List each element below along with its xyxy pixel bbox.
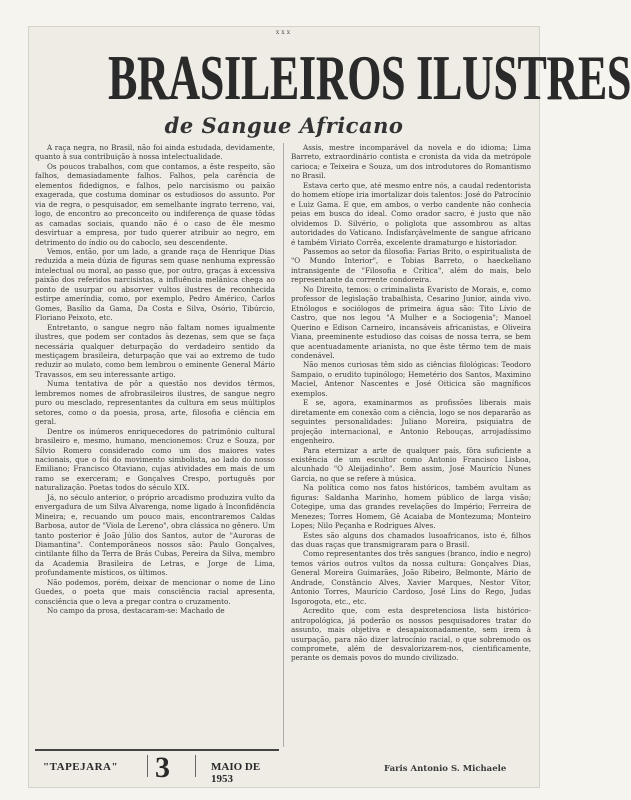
article-paragraph: Numa tentativa de pôr a questão nos devidos têrmos, lembremos nomes de afrobrasileiros ilustres, de sangue negro puro ou mesclado, representantes da cultura em seus múltiplos setores, como o da poesia, prosa, arte, filosofia e ciência em geral.: [35, 379, 275, 427]
page-number: 3: [155, 751, 170, 784]
issue-date: MAIO DE 1953: [211, 761, 261, 785]
article-column-right: [291, 143, 531, 763]
article-paragraph: Não menos curiosas têm sido as ciências filológicas: Teodoro Sampaio, o erudito tupinólogo; Hemetério dos Santos, Maximino Maciel, Antenor Nascentes e José Oiticica são magníficos exemplos.: [291, 360, 531, 398]
article-paragraph: Estava certo que, até mesmo entre nós, a caudal redentorista do homem etíope iria imortalizar dois talentos: José do Patrocínio e Luiz Gama. E que, em ambos, o verbo candente não conhecia peias em busca do ideal. Como orador sacro, é justo que não olvidemos D. Silvério, o poliglota que assombrou as altas autoridades do Vaticano. Indisfarçàvelmente de sangue africano é também Viriato Corrêa, excelente dramaturgo e historiador.: [291, 180, 531, 247]
article-paragraph: Não podemos, porém, deixar de mencionar o nome de Lino Guedes, o poeta que mais consciência racial apresenta, consciência que o leva a pregar contra o cruzamento.: [35, 577, 275, 606]
article-paragraph: No campo da prosa, destacaram-se: Machado de: [47, 606, 225, 616]
article-paragraph: Passemos ao setor da filosofia: Farias Brito, o espiritualista de "O Mundo Interior", e Tobias Barreto, o haeckeliano intransigente de "Filosofia e Crítica", além do mais, belo representante da corrente condoreira.: [291, 246, 531, 285]
article-paragraph: Estes são alguns dos chamados lusoafricanos, isto é, filhos das duas raças que transmigraram para o Brasil.: [291, 530, 531, 550]
newspaper-page: [28, 26, 631, 788]
page-footer: [35, 751, 279, 785]
article-paragraph: E se, agora, examinarmos as profissões liberais mais diretamente em conexão com a ciência, logo se nos depararão as seguintes personalidades: Juliano Moreira, psiquiatra de projeção internacional, e Antonio Rebouças, arrojadíssimo engenheiro.: [291, 398, 531, 446]
article-paragraph: Já, no século anterior, o próprio arcadismo produzira vulto da envergadura de um Silva Alvarenga, nome ligado à Inconfidência Mineira; e, recuando um pouco mais, encontraremos Caldas Barbosa, autor de "Viola de Lereno", obra clássica no gênero. Um tanto posterior é João Júlio dos Santos, autor de "Auroras de Diamantina". Contemporâneos nossos são: Paulo Gonçalves, cintilante filho da Terra de Brás Cubas, Pereira da Silva, membro da Academia Brasileira de Letras, e Jorge de Lima, profundamente místicos, os últimos.: [35, 492, 275, 578]
article-paragraph: Na política como nos fatos históricos, também avultam as figuras: Saldanha Marinho, homem público de larga visão; Cotegipe, uma das grandes revelações do Império; Ferreira de Menezes; Torres Homem, Gê Acaiaba de Montezuma; Monteiro Lopes; Nilo Peçanha e Rodrigues Alves.: [291, 483, 531, 531]
author-signature: Faris Antonio S. Michaele: [384, 764, 507, 774]
article-paragraph: Para eternizar a arte de qualquer país, fôra suficiente a existência de um escultor como Antonio Francisco Lisboa, alcunhado "O Aleijadinho". Bem assim, José Maurício Nunes Garcia, no que se refere à música.: [291, 445, 531, 483]
article-column-left: [35, 143, 275, 741]
article-paragraph: No Direito, temos: o criminalista Evaristo de Morais, e, como professor de legislação trabalhista, Cesarino Junior, ainda vivo. Etnólogos e sociólogos de primeira água são: Tito Lívio de Castro, que nos legou "A Mulher e a Sociogenia"; Manoel Querino e Edison Carneiro, incansáveis africanistas, e Oliveira Viana, preeminente estudioso das coisas de nossa terra, se bem que acentuadamente arianista, no que êste têrmo tem de mais condenável.: [291, 284, 531, 360]
article-paragraph: Acredito que, com esta despretenciosa lista histórico-antropológica, já poderão os nossos pesquisadores tratar do assunto, mais objetiva e desapaixonadamente, sem irem à usurpação, para não dizer latrocínio racial, o que sobremodo os compromete, além de desvalorizarem-nos, cientificamente, perante os demais povos do mundo civilizado.: [291, 606, 531, 663]
header-ornament: xxx: [275, 29, 293, 36]
article-subtitle: de Sangue Africano: [164, 113, 404, 138]
footer-divider: [195, 755, 196, 777]
article-paragraph: Entretanto, o sangue negro não faltam nomes igualmente ilustres, que podem ser contados às dezenas, sem que se faça necessária qualquer deturpação do verdadeiro sentido da mestiçagem brasileira, deturpação que vai ao extremo de tudo reduzir ao mulato, como bem lembrou o eminente General Mário Travassos, em seu interessante artigo.: [35, 322, 275, 379]
publication-name: "TAPEJARA": [43, 761, 119, 773]
article-paragraph: Assis, mestre incomparável da novela e do idioma; Lima Barreto, extraordinário contista e cronista da vida da metrópole carioca; e Teixeira e Souza, um dos introdutores do Romantismo no Brasil.: [291, 143, 531, 181]
article-paragraph: Vemos, então, por um lado, a grande raça de Henrique Dias reduzida a meia dúzia de figuras sem quase nenhuma expressão intelectual ou moral, ao passo que, por outro, graças à excessiva paixão dos referidos narcisistas, a influência melânica chega ao ponto de usurpar ou absorver vultos ilustres de reconhecida estirpe ameríndia, como, por exemplo, Pedro Américo, Carlos Gomes, Basílio da Gama, Da Costa e Silva, Osório, Tibúrcio, Floriano Peixoto, etc.: [35, 246, 275, 323]
article-paragraph: Dentre os inúmeros enriquecedores do patrimônio cultural brasileiro e, mesmo, humano, mencionemos: Cruz e Souza, por Sílvio Romero considerado como um dos maiores vates nacionais, que o foi do movimento simbolista, ao lado do nosso Emiliano; Francisco Otaviano, cujas atividades em mais de um ramo se exerceram; e Gonçalves Crespo, português por naturalização. Poetas todos do século XIX.: [35, 426, 275, 493]
column-divider: [283, 143, 284, 747]
article-paragraph: A raça negra, no Brasil, não foi ainda estudada, devidamente, quanto à sua contribuição à nossa intelectualidade.: [35, 143, 275, 162]
article-paragraph: Como representantes dos três sangues (branco, índio e negro) temos vários outros vultos da nossa cultura: Gonçalves Dias, General Moreira Guimarães, João Ribeiro, Belmonte, Mário de Andrade, Constâncio Alves, Xavier Marques, Nestor Vítor, Antonio Torres, Maurício Cardoso, José Lins do Rego, Judas Isgorogota, etc., etc.: [291, 549, 531, 606]
article-title: BRASILEIROS ILUSTRES: [108, 43, 631, 113]
article-paragraph: Os poucos trabalhos, com que contamos, a êste respeito, são falhos, demasiadamente falhos. Falhos, pela carência de elementos fidedignos, e falhos, pelo narcisismo ou paixão exagerada, que costuma dominar os estudiosos do assunto. Por via de regra, o pesquisador, em semelhante ingrato terreno, vai, logo, de encontro ao preconceito ou indiferença de quase tôdas as camadas sociais, quando não é o caso de êle mesmo desvirtuar a empresa, por tudo querer atribuir ao negro, em detrimento do índio ou do caboclo, seu descendente.: [35, 161, 275, 247]
footer-divider: [147, 755, 148, 777]
